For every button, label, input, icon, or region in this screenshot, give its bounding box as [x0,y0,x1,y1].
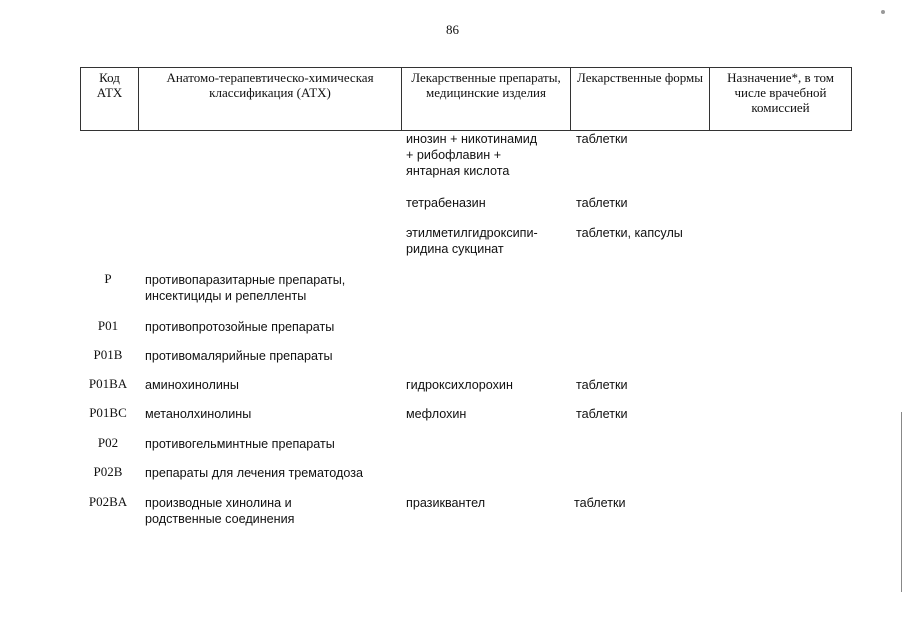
atc-code: P01BC [89,405,127,420]
dosage-form: таблетки [576,407,628,421]
atc-classification: противогельминтные препараты [145,437,335,451]
drug-line: + рибофлавин + [406,148,502,162]
header-purpose: Назначение*, в том числе врачебной комиссией [710,68,852,131]
atc-classification: противопротозойные препараты [145,320,335,334]
drug-name: гидроксихлорохин [406,378,513,392]
header-atc: Анатомо-терапевтическо-химическая классификация (АТХ) [139,68,402,131]
atc-classification [145,495,294,527]
atc-classification: метанолхинолины [145,407,252,421]
atc-code: P02 [97,435,119,450]
table-header [80,67,852,131]
dosage-form: таблетки [576,132,628,146]
drug-line: тетрабеназин [406,196,486,210]
atc-code: P01 [97,318,119,333]
atc-code: P02BA [88,494,128,509]
drug-name: мефлохин [406,407,467,421]
dosage-form: таблетки, капсулы [576,226,683,240]
drug-name [406,131,537,179]
atc-code: P [104,271,112,286]
atc-code: P01BA [88,376,128,391]
atc-line: противопаразитарные препараты, [145,273,346,287]
header-forms: Лекарственные формы [571,68,710,131]
atc-line: инсектициды и репелленты [145,289,307,303]
atc-classification: противомалярийные препараты [145,349,333,363]
atc-classification: препараты для лечения трематодоза [145,466,364,480]
atc-line: родственные соединения [145,512,295,526]
drug-name [406,225,538,257]
atc-code: P02B [93,464,123,479]
page-number: 86 [446,22,459,37]
header-code: Код АТХ [81,68,139,131]
drug-line: ридина сукцинат [406,242,504,256]
scan-speck [881,10,885,14]
drug-line: этилметилгидроксипи- [406,226,538,240]
drug-line: инозин + никотинамид [406,132,538,146]
scan-margin-line [901,412,902,592]
dosage-form: таблетки [576,378,628,392]
header-drugs: Лекарственные препараты, медицинские изделия [402,68,571,131]
drug-name: празиквантел [406,496,486,510]
atc-classification: аминохинолины [145,378,239,392]
atc-code: P01B [93,347,123,362]
atc-line: производные хинолина и [145,496,292,510]
drug-line: янтарная кислота [406,164,510,178]
drug-name [406,195,486,211]
dosage-form: таблетки [576,196,628,210]
dosage-form: таблетки [574,496,626,510]
atc-classification [145,272,345,304]
